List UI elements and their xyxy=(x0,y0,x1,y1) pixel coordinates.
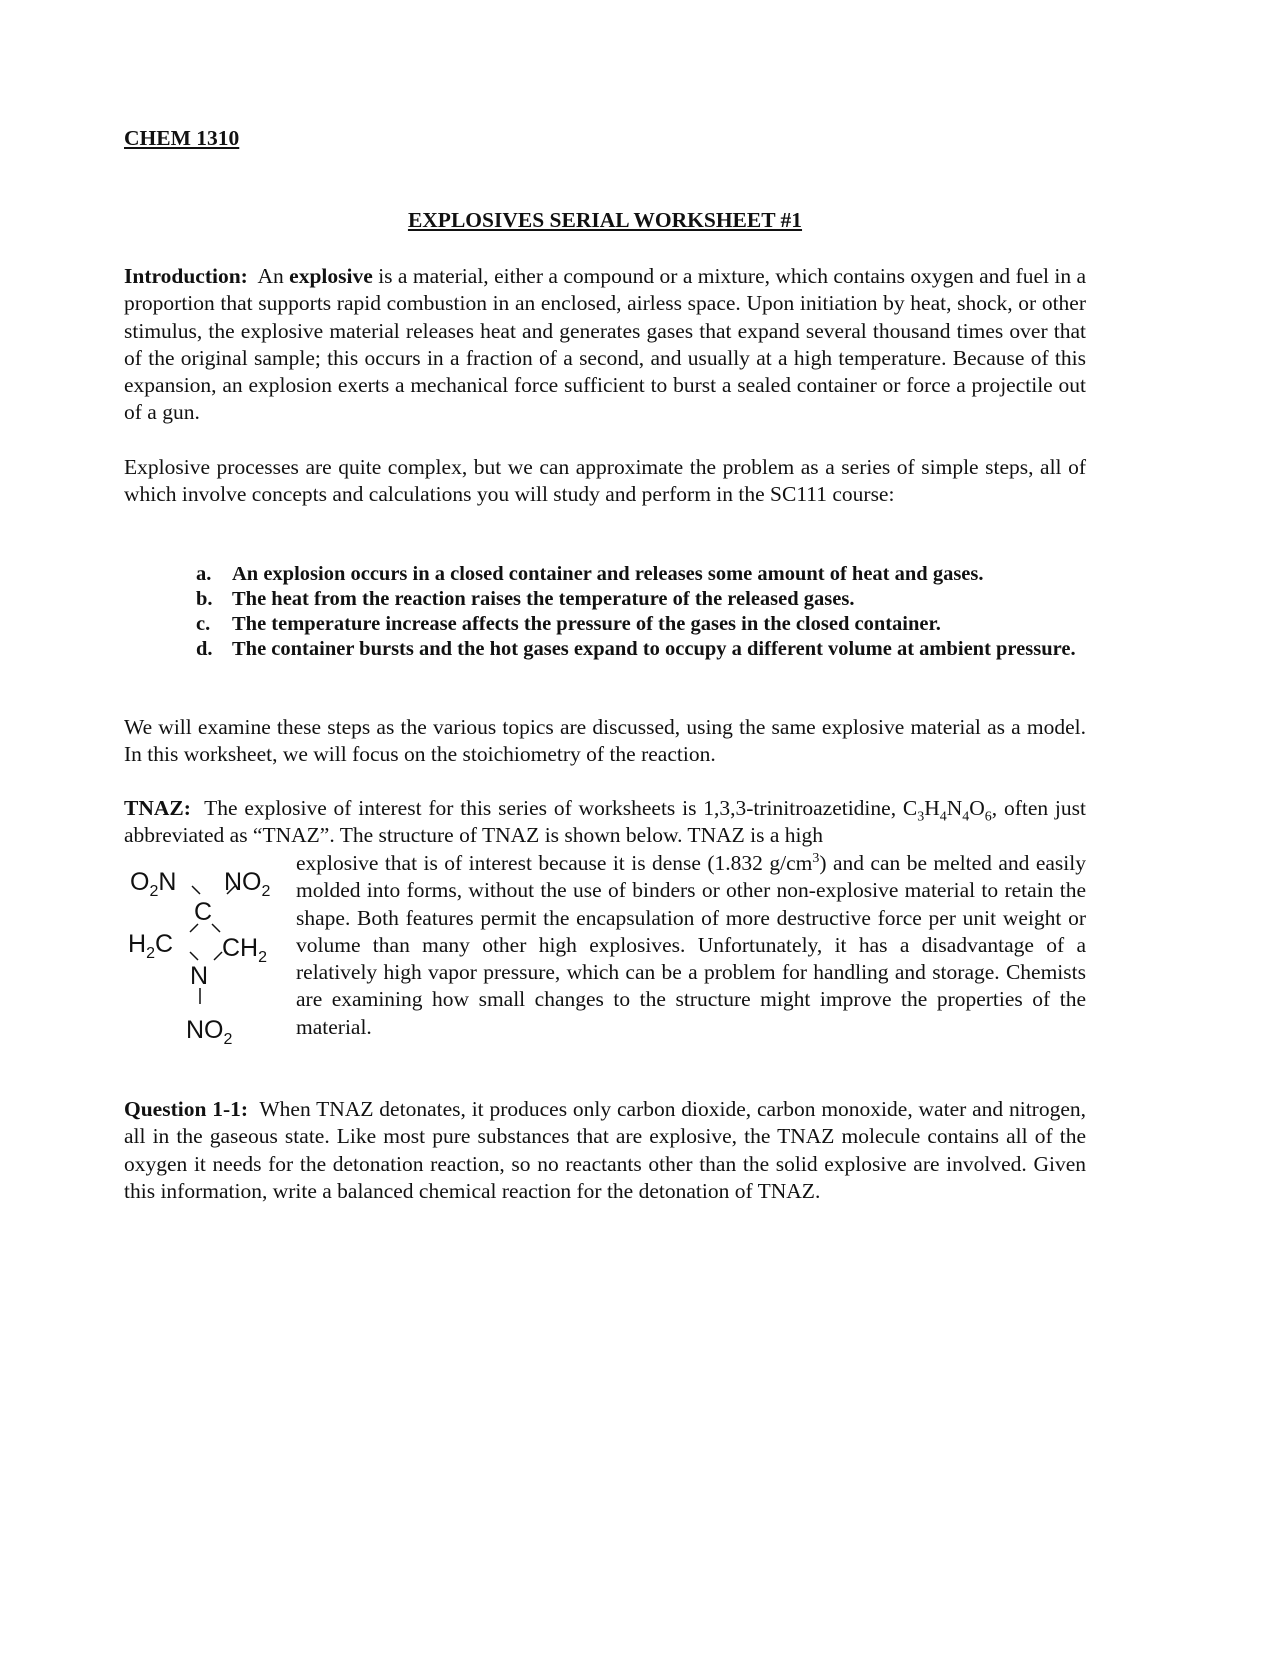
formula-el: N xyxy=(946,796,963,820)
list-item xyxy=(196,587,1086,612)
nitrogen-label: N xyxy=(190,962,209,990)
formula-sub: 4 xyxy=(962,809,970,825)
steps-intro-paragraph: Explosive processes are quite complex, but we can approximate the problem as a series of simple steps, all of which involve concepts and calculations you will study and perform in the SC111 course: xyxy=(124,455,1086,507)
tnaz-wrap-2: ) and can be melted and easily molded into forms, without the use of binders or other non-explosive material to retain the shape. Both features permit the encapsulation of more destructive force per unit weight or volume than many other high explosives. Unfortunately, it has a disadvantage of a relatively high vapor pressure, which can be a problem for handling and storage. Chemists are examining how small changes to the structure might improve the properties of the material. xyxy=(296,851,1086,1039)
tnaz-text-2: , often just abbreviated as “TNAZ”. The structure of TNAZ is shown below. TNAZ is a high xyxy=(124,796,1086,848)
intro-text: is a material, either a compound or a mixture, which contains oxygen and fuel in a proportion that supports rapid combustion in an enclosed, airless space. Upon initiation by heat, shock, or other stimulus, the explosive material releases heat and generates gases that expand several thousand times over that of the original sample; this occurs in a fraction of a second, and usually at a high temperature. Because of this expansion, an explosion exerts a mechanical force sufficient to burst a sealed container or force a projectile out of a gun. xyxy=(124,264,1087,425)
tnaz-paragraph xyxy=(124,795,1086,850)
step-text: The container bursts and the hot gases expand to occupy a different volume at ambient pressure. xyxy=(232,638,1076,660)
tnaz-structure-diagram xyxy=(124,860,284,1050)
explosive-term: explosive xyxy=(289,264,373,288)
tnaz-properties-paragraph xyxy=(296,850,1086,1041)
formula-sub: 6 xyxy=(984,809,992,825)
no2-label: $NO_2$ xyxy=(224,868,271,900)
model-paragraph: We will examine these steps as the various topics are discussed, using the same explosive material as a model. In this worksheet, we will focus on the stoichiometry of the reaction. xyxy=(124,715,1086,767)
list-item xyxy=(196,612,1086,637)
intro-label: Introduction: xyxy=(124,264,248,288)
step-letter: b. xyxy=(196,588,213,610)
question-1-1 xyxy=(124,1096,1086,1205)
worksheet-title: EXPLOSIVES SERIAL WORKSHEET #1 xyxy=(407,208,803,232)
cm3-sup: 3 xyxy=(812,850,820,866)
bottom-no2-label: $NO_2$ xyxy=(186,1016,233,1048)
question-text: When TNAZ detonates, it produces only carbon dioxide, carbon monoxide, water and nitrogen, all in the gaseous state. Like most pure substances that are explosive, the TNAZ molecule contains all of the oxygen it needs for the detonation reaction, so no reactants other than the solid explosive are involved. Given this information, write a balanced chemical reaction for the detonation of TNAZ. xyxy=(124,1097,1086,1203)
formula-sub: 3 xyxy=(917,809,925,825)
tnaz-wrap-1: explosive that is of interest because it is dense (1.832 g/cm xyxy=(296,851,813,875)
ch2-label: $CH_2$ xyxy=(222,934,268,966)
formula-sub: 4 xyxy=(939,809,947,825)
step-text: An explosion occurs in a closed container and releases some amount of heat and gases. xyxy=(232,563,984,585)
step-letter: d. xyxy=(196,638,213,660)
course-heading: CHEM 1310 xyxy=(124,126,240,150)
tnaz-text: The explosive of interest for this series of worksheets is 1,3,3-trinitroazetidine, C xyxy=(204,796,918,820)
list-item xyxy=(196,637,1086,662)
step-letter: c. xyxy=(196,613,211,635)
intro-pre: An xyxy=(257,264,284,288)
question-label: Question 1-1: xyxy=(124,1097,249,1121)
h2c-label: $H_2C$ xyxy=(128,930,174,962)
carbon-label: C xyxy=(194,898,213,926)
formula-el: O xyxy=(969,796,985,820)
steps-list xyxy=(196,562,1086,662)
step-text: The temperature increase affects the pressure of the gases in the closed container. xyxy=(232,613,941,635)
list-item xyxy=(196,562,1086,587)
step-letter: a. xyxy=(196,563,212,585)
step-text: The heat from the reaction raises the temperature of the released gases. xyxy=(232,588,855,610)
intro-paragraph xyxy=(124,263,1086,427)
o2n-label: $O_2N$ xyxy=(130,868,177,900)
formula-el: H xyxy=(924,796,940,820)
tnaz-label: TNAZ: xyxy=(124,796,191,820)
